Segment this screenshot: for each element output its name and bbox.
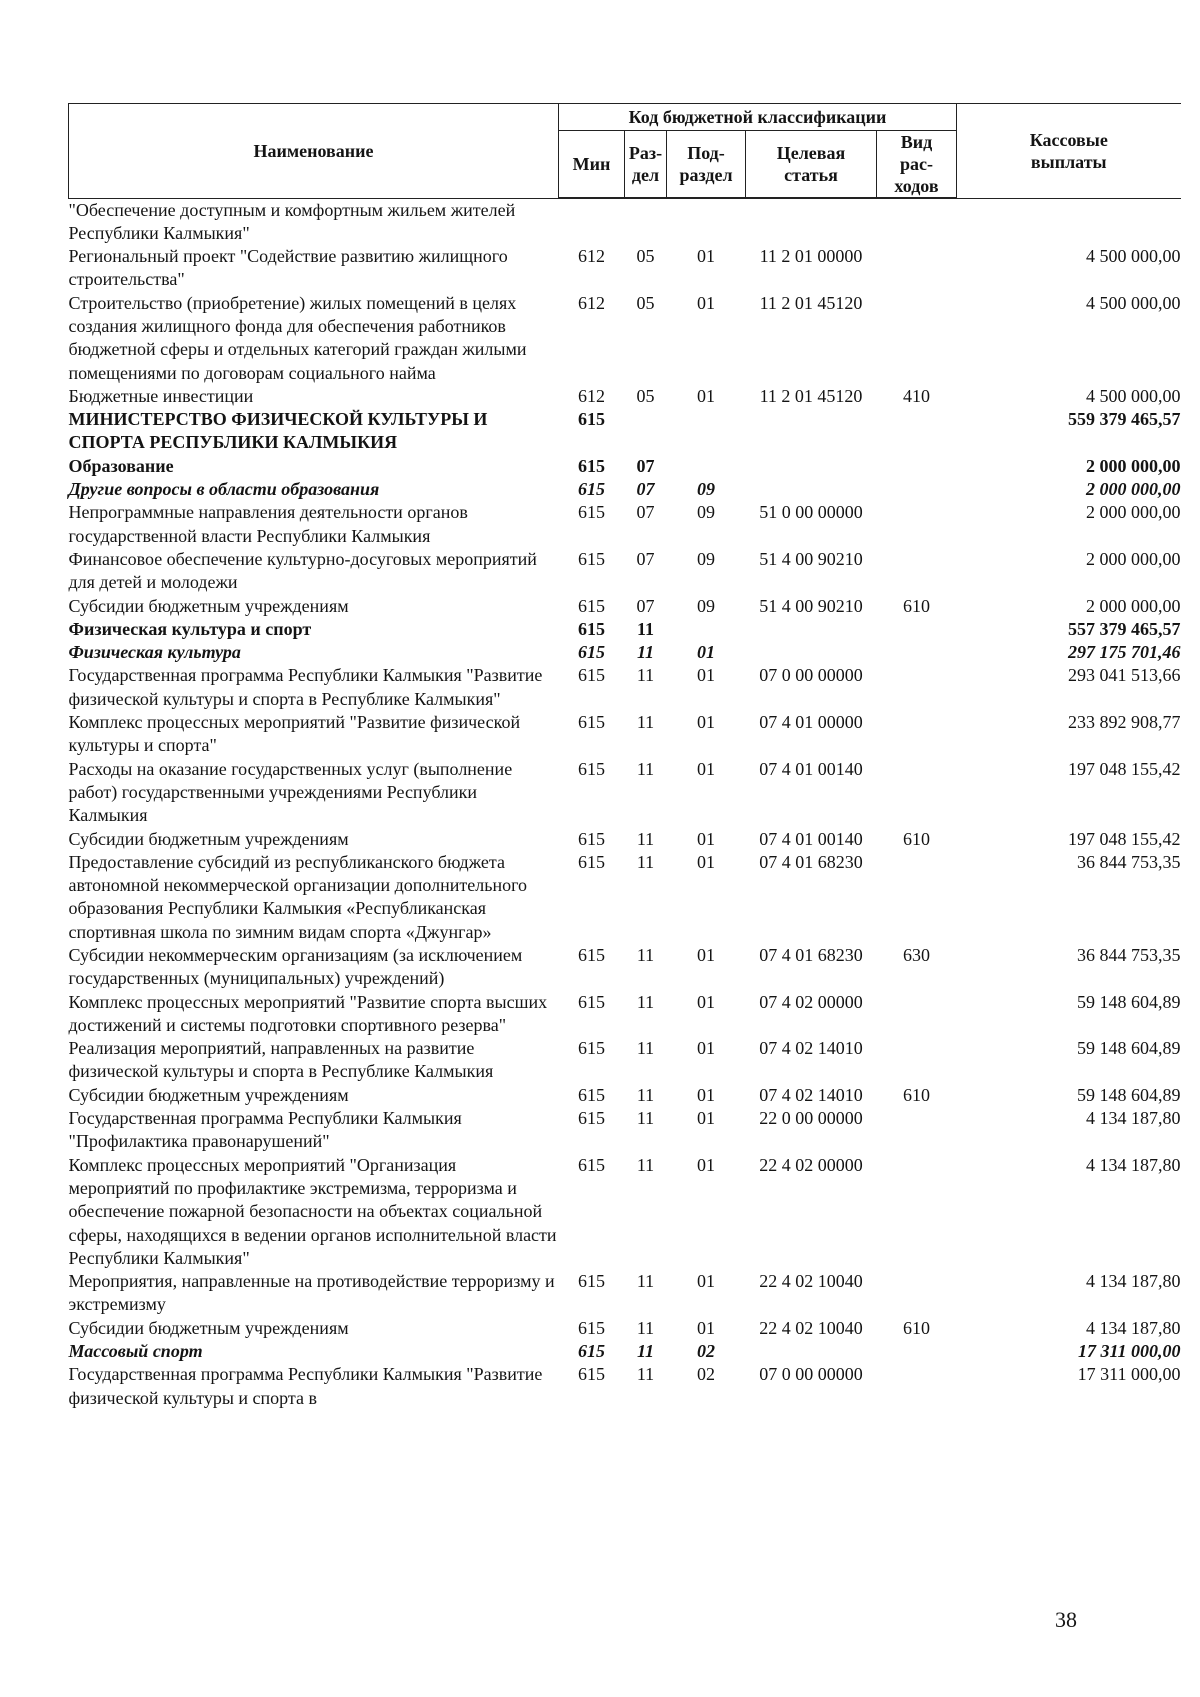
header-min: Мин [559,131,625,199]
table-row [69,595,1181,618]
row-podrazdel: 01 [697,712,715,733]
budget-table [68,103,1181,1410]
row-expense-type [877,501,957,548]
row-razdel: 11 [636,1154,655,1175]
row-amount: 297 175 701,46 [1068,642,1181,663]
row-expense-type [877,758,957,828]
row-razdel: 05 [636,385,655,406]
row-target-article: 22 0 00 00000 [759,1108,863,1129]
row-amount: 4 134 187,80 [1086,1317,1181,1338]
row-amount: 59 148 604,89 [1077,1084,1181,1105]
table-row [69,1037,1181,1084]
row-amount: 4 500 000,00 [1086,246,1181,267]
row-expense-type: 610 [903,595,930,616]
row-min: 615 [578,665,605,686]
row-target-article: 07 4 01 00140 [759,758,863,779]
row-razdel: 11 [636,665,655,686]
row-name: Субсидии бюджетным учреждениям [68,1317,349,1338]
row-min: 615 [578,409,605,430]
row-podrazdel: 01 [697,945,715,965]
row-amount: 4 500 000,00 [1086,292,1181,313]
row-razdel: 07 [636,548,655,569]
header-name: Наименование [69,104,559,199]
row-expense-type [877,618,957,641]
row-min: 615 [578,828,605,849]
row-target-article: 07 4 02 14010 [759,1038,863,1059]
row-podrazdel: 01 [697,828,715,849]
row-expense-type: 630 [903,945,930,965]
row-razdel: 11 [636,1084,655,1105]
row-name: Региональный проект "Содействие развитию жилищного строительства" [68,246,508,290]
row-target-article [746,618,877,641]
row-amount: 4 134 187,80 [1086,1108,1181,1129]
row-name: Бюджетные инвестиции [68,385,254,406]
row-target-article: 11 2 01 00000 [759,246,863,267]
table-row [69,1107,1181,1154]
row-amount: 2 000 000,00 [1086,548,1181,569]
row-podrazdel: 01 [697,1108,715,1129]
row-razdel: 07 [636,455,655,476]
row-min: 615 [578,479,605,500]
page-number: 38 [1055,1607,1077,1632]
row-expense-type: 610 [903,828,930,849]
row-min: 612 [578,246,605,267]
row-podrazdel: 01 [697,1038,715,1059]
row-expense-type: 610 [903,1317,930,1338]
row-amount: 59 148 604,89 [1077,1038,1181,1059]
row-name: Непрограммные направления деятельности органов государственной власти Республики Калмыкия [68,502,468,546]
row-expense-type [877,198,957,245]
row-name: Массовый спорт [68,1341,203,1362]
row-podrazdel: 09 [697,502,715,523]
row-expense-type [877,1107,957,1154]
row-min: 615 [578,548,605,569]
row-podrazdel: 09 [697,595,715,616]
row-podrazdel [667,618,746,641]
row-podrazdel: 01 [697,385,715,406]
table-row [69,711,1181,758]
row-amount: 233 892 908,77 [1068,712,1181,733]
table-row [69,385,1181,408]
row-target-article [746,641,877,664]
row-podrazdel: 01 [697,1271,715,1292]
row-min: 615 [578,455,605,476]
row-name: Государственная программа Республики Калмыкия "Развитие физической культуры и спорта в [68,1364,543,1408]
header-statya: Целевая статья [746,131,877,199]
row-amount: 4 500 000,00 [1086,385,1181,406]
header-code-group: Код бюджетной классификации [559,104,957,131]
row-expense-type [877,478,957,501]
row-name: Комплекс процессных мероприятий "Организация мероприятий по профилактике экстремизма, терроризма и обеспечение пожарной безопасности на объектах социальной сферы, находящихся в ведении органов исполнительной власти Республики Калмыкия" [68,1154,557,1268]
row-min: 615 [578,1108,605,1129]
row-expense-type [877,991,957,1038]
table-row [69,1317,1181,1340]
row-expense-type [877,1340,957,1363]
row-razdel: 05 [636,246,655,267]
row-name: МИНИСТЕРСТВО ФИЗИЧЕСКОЙ КУЛЬТУРЫ И СПОРТА РЕСПУБЛИКИ КАЛМЫКИЯ [68,409,488,453]
table-row [69,1340,1181,1363]
row-min: 615 [578,712,605,733]
row-amount: 557 379 465,57 [1068,618,1181,639]
table-row [69,1154,1181,1270]
header-vid: Вид рас- ходов [877,131,957,199]
row-podrazdel: 01 [697,758,715,779]
row-amount: 17 311 000,00 [1078,1341,1181,1362]
row-name: Физическая культура и спорт [68,618,312,639]
table-row [69,198,1181,245]
row-min: 615 [578,945,605,965]
row-target-article: 07 4 01 68230 [759,851,863,872]
row-razdel: 11 [636,618,654,639]
row-expense-type [877,1037,957,1084]
row-min [559,198,625,245]
row-razdel: 07 [636,479,655,500]
row-podrazdel [667,198,746,245]
row-expense-type [877,292,957,385]
row-razdel: 11 [636,712,655,733]
row-amount: 2 000 000,00 [1086,595,1181,616]
row-min: 615 [578,1271,605,1292]
table-row [69,1363,1181,1410]
row-amount: 2 000 000,00 [1086,502,1181,523]
row-podrazdel: 01 [697,991,715,1012]
row-name: Финансовое обеспечение культурно-досуговых мероприятий для детей и молодежи [68,548,537,593]
table-row [69,548,1181,595]
row-target-article: 22 4 02 00000 [759,1154,863,1175]
row-name: Субсидии некоммерческим организациям (за исключением государственных (муниципальных) учреждений) [68,945,523,989]
row-amount: 2 000 000,00 [1086,455,1181,476]
row-target-article [746,455,877,478]
row-name: Реализация мероприятий, направленных на развитие физической культуры и спорта в Республике Калмыкия [68,1038,494,1082]
row-expense-type [877,664,957,711]
row-razdel: 11 [636,1038,655,1059]
table-body [69,198,1181,1410]
row-expense-type [877,711,957,758]
row-target-article: 11 2 01 45120 [759,385,863,406]
row-min: 615 [578,642,605,663]
row-target-article: 07 4 02 14010 [759,1084,863,1105]
row-razdel: 11 [636,1317,655,1338]
row-target-article: 11 2 01 45120 [759,292,863,313]
row-razdel: 11 [636,828,655,849]
row-target-article: 51 0 00 00000 [759,502,863,523]
row-amount [957,198,1181,245]
row-min: 615 [578,502,605,523]
table-row [69,1084,1181,1107]
row-expense-type [877,851,957,944]
table-row [69,758,1181,828]
table-row [69,618,1181,641]
row-min: 612 [578,385,605,406]
row-min: 615 [578,851,605,872]
row-amount: 197 048 155,42 [1068,828,1181,849]
row-min: 615 [578,1154,605,1175]
row-razdel: 11 [636,642,654,663]
row-podrazdel: 01 [697,642,715,663]
row-amount: 197 048 155,42 [1068,758,1181,779]
row-target-article [746,198,877,245]
row-podrazdel: 01 [697,665,715,686]
table-row [69,478,1181,501]
row-target-article: 07 4 01 68230 [759,945,863,965]
row-podrazdel: 02 [697,1364,715,1385]
row-razdel: 11 [636,1364,655,1385]
row-podrazdel [667,455,746,478]
row-target-article: 07 0 00 00000 [759,1364,863,1385]
table-row [69,245,1181,292]
row-podrazdel: 01 [697,851,715,872]
row-target-article: 22 4 02 10040 [759,1317,863,1338]
row-target-article: 07 4 01 00000 [759,712,863,733]
row-expense-type [877,548,957,595]
row-amount: 2 000 000,00 [1086,479,1181,500]
row-min: 615 [578,1038,605,1059]
row-expense-type: 610 [903,1084,930,1105]
row-razdel: 05 [636,292,655,313]
row-podrazdel [667,408,746,455]
row-amount: 36 844 753,35 [1077,851,1181,872]
row-amount: 559 379 465,57 [1068,409,1181,430]
row-razdel [625,408,667,455]
row-razdel: 07 [636,502,655,523]
row-expense-type [877,245,957,292]
row-expense-type: 410 [903,385,930,406]
row-min: 615 [578,1364,605,1385]
row-expense-type [877,641,957,664]
row-amount: 4 134 187,80 [1086,1271,1181,1292]
table-row [69,1270,1181,1317]
row-name: Государственная программа Республики Калмыкия "Профилактика правонарушений" [68,1108,462,1152]
row-podrazdel: 02 [697,1341,715,1362]
row-target-article: 07 0 00 00000 [759,665,863,686]
row-target-article [746,408,877,455]
row-min: 612 [578,292,605,313]
row-target-article: 22 4 02 10040 [759,1271,863,1292]
row-name: Физическая культура [68,642,241,663]
row-min: 615 [578,991,605,1012]
row-amount: 293 041 513,66 [1068,665,1181,686]
table-header [69,104,1181,199]
row-min: 615 [578,1317,605,1338]
row-name: Комплекс процессных мероприятий "Развитие спорта высших достижений и системы подготовки спортивного резерва" [68,991,548,1035]
row-name: Строительство (приобретение) жилых помещений в целях создания жилищного фонда для обеспечения работников бюджетной сферы и отдельных категорий граждан жилыми помещениями по договорам социального найма [68,292,527,383]
table-row [69,501,1181,548]
row-razdel: 11 [636,1341,654,1362]
row-min: 615 [578,595,605,616]
row-name: Государственная программа Республики Калмыкия "Развитие физической культуры и спорта в Республике Калмыкия" [68,665,543,709]
row-name: Комплекс процессных мероприятий "Развитие физической культуры и спорта" [68,712,521,756]
row-razdel: 11 [636,1271,655,1292]
table-row [69,991,1181,1038]
row-podrazdel: 09 [697,479,715,500]
row-amount: 36 844 753,35 [1077,945,1181,965]
row-min: 615 [578,1084,605,1105]
row-podrazdel: 01 [697,292,715,313]
header-razdel: Раз- дел [625,131,667,199]
row-amount: 4 134 187,80 [1086,1154,1181,1175]
table-row [69,664,1181,711]
row-razdel [625,198,667,245]
table-row [69,828,1181,851]
row-name: Расходы на оказание государственных услуг (выполнение работ) государственными учреждениями Республики Калмыкия [68,758,513,826]
row-target-article [746,478,877,501]
row-razdel: 11 [636,1108,655,1129]
table-row [69,408,1181,455]
row-podrazdel: 01 [697,1317,715,1338]
row-name: Другие вопросы в области образования [68,479,380,500]
row-expense-type [877,1270,957,1317]
row-name: Субсидии бюджетным учреждениям [68,1084,349,1105]
header-amount: Кассовые выплаты [957,104,1181,199]
table-row [69,455,1181,478]
row-target-article: 51 4 00 90210 [759,548,863,569]
row-podrazdel: 01 [697,246,715,267]
row-min: 615 [578,1341,605,1362]
table-row [69,944,1181,991]
row-expense-type [877,455,957,478]
header-podrazdel: Под- раздел [667,131,746,199]
row-amount: 59 148 604,89 [1077,991,1181,1012]
row-expense-type [877,1363,957,1410]
table-row [69,851,1181,944]
row-expense-type [877,408,957,455]
row-podrazdel: 01 [697,1154,715,1175]
row-name: "Обеспечение доступным и комфортным жильем жителей Республики Калмыкия" [68,199,516,243]
table-row [69,641,1181,664]
row-razdel: 11 [636,991,655,1012]
row-name: Субсидии бюджетным учреждениям [68,595,349,616]
row-target-article: 07 4 01 00140 [759,828,863,849]
row-target-article [746,1340,877,1363]
row-name: Мероприятия, направленные на противодействие терроризму и экстремизму [68,1271,555,1315]
row-razdel: 11 [636,945,655,965]
row-target-article: 07 4 02 00000 [759,991,863,1012]
row-expense-type [877,1154,957,1270]
row-razdel: 07 [636,595,655,616]
row-name: Образование [68,455,174,476]
row-podrazdel: 09 [697,548,715,569]
row-razdel: 11 [636,851,655,872]
row-min: 615 [578,618,605,639]
row-amount: 17 311 000,00 [1077,1364,1181,1385]
row-min: 615 [578,758,605,779]
row-target-article: 51 4 00 90210 [759,595,863,616]
row-name: Предоставление субсидий из республиканского бюджета автономной некоммерческой организации дополнительного образования Республики Калмыкия «Республиканская спортивная школа по зимним видам спорта «Джунгар» [68,851,528,942]
table-row [69,292,1181,385]
row-podrazdel: 01 [697,1084,715,1105]
row-name: Субсидии бюджетным учреждениям [68,828,349,849]
row-razdel: 11 [636,758,655,779]
